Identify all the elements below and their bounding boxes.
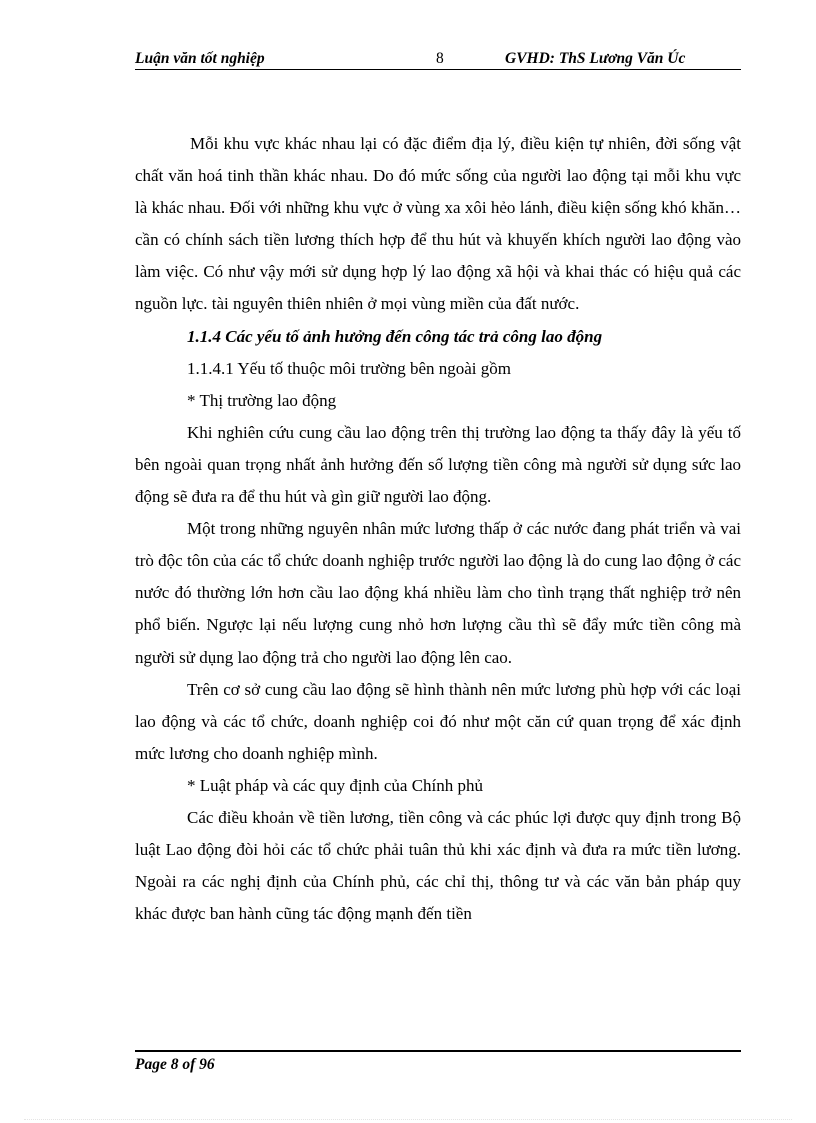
header-divider: [135, 69, 741, 70]
header-supervisor: GVHD: ThS Lương Văn Úc: [505, 50, 686, 67]
page-footer: Page 8 of 96: [135, 1056, 215, 1073]
paragraph-labor-code: Các điều khoản về tiền lương, tiền công và các phúc lợi được quy định trong Bộ luật Lao động đòi hỏi các tổ chức phải tuân thủ khi xác định và đưa ra mức tiền lương. Ngoài ra các nghị định của Chính phủ, các chỉ thị, thông tư và các văn bản pháp quy khác được ban hành cũng tác động mạnh đến tiền: [135, 807, 741, 924]
subsection-heading-1-1-4-1: 1.1.4.1 Yếu tố thuộc môi trường bên ngoài gồm: [187, 358, 512, 378]
paragraph-regional-differences: Mỗi khu vực khác nhau lại có đặc điểm địa lý, điều kiện tự nhiên, đời sống vật chất văn hoá tinh thần khác nhau. Do đó mức sống của người lao động tại mỗi khu vực là khác nhau. Đối với những khu vực ở vùng xa xôi hẻo lánh, điều kiện sống khó khăn… cần có chính sách tiền lương thích hợp để thu hút và khuyến khích người lao động vào làm việc. Có như vậy mới sử dụng hợp lý lao động xã hội và khai thác có hiệu quả các nguồn lực. tài nguyên thiên nhiên ở mọi vùng miền của đất nước.: [135, 134, 741, 314]
paragraph-labor-supply-demand: Khi nghiên cứu cung cầu lao động trên thị trường lao động ta thấy đây là yếu tố bên ngoài quan trọng nhất ảnh hưởng đến số lượng tiền công mà người sử dụng sức lao động sẽ đưa ra để thu hút và gìn giữ người lao động.: [135, 422, 741, 507]
header-thesis-title: Luận văn tốt nghiệp: [135, 50, 265, 67]
page-header: [135, 50, 741, 68]
footer-divider: [135, 1050, 741, 1052]
paragraph-low-wage-causes: Một trong những nguyên nhân mức lương thấp ở các nước đang phát triển và vai trò độc tôn của các tổ chức doanh nghiệp trước người lao động là do cung lao động ở các nước đó thường lớn hơn cầu lao động khá nhiều làm cho tình trạng thất nghiệp trở nên phổ biến. Ngược lại nếu lượng cung nhỏ hơn lượng cầu thì sẽ đẩy mức tiền công mà người sử dụng lao động trả cho người lao động lên cao.: [135, 519, 741, 667]
bullet-law-regulations: * Luật pháp và các quy định của Chính phủ: [187, 775, 484, 795]
paragraph-wage-formation: Trên cơ sở cung cầu lao động sẽ hình thành nên mức lương phù hợp với các loại lao động và các tổ chức, doanh nghiệp coi đó như một căn cứ quan trọng để xác định mức lương cho doanh nghiệp mình.: [135, 679, 741, 763]
header-page-number: 8: [436, 50, 444, 67]
page-bottom-border: [24, 1119, 792, 1120]
section-heading-1-1-4: 1.1.4 Các yếu tố ảnh hưởng đến công tác trả công lao động: [187, 326, 603, 346]
bullet-labor-market: * Thị trường lao động: [187, 390, 337, 410]
page-body: [135, 128, 741, 930]
